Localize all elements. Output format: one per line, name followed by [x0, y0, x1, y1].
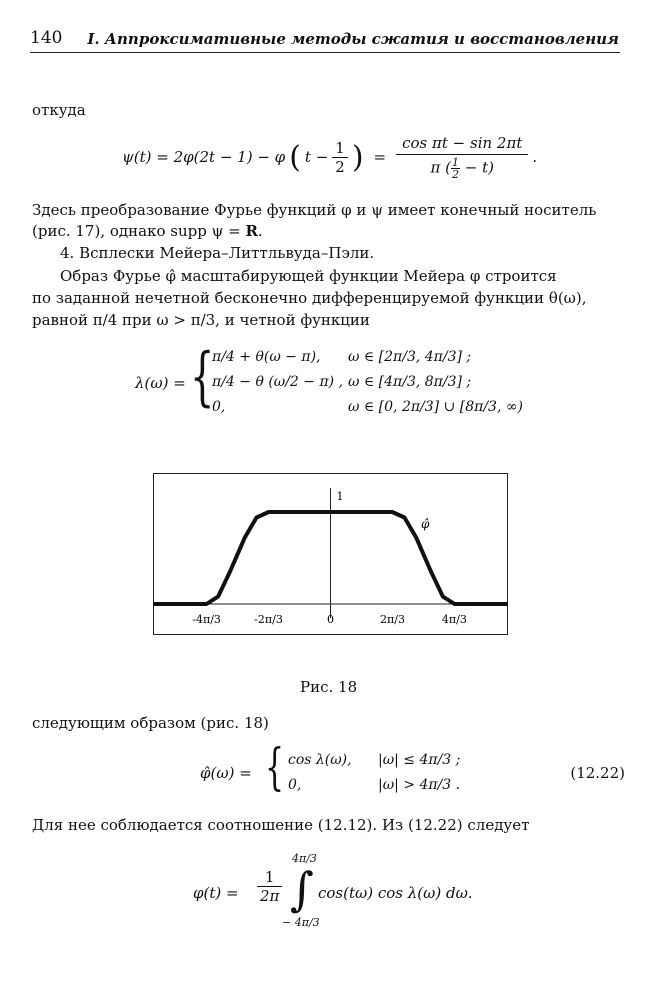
x-tick-labels	[192, 613, 467, 626]
x-tick-label: -4π/3	[192, 613, 221, 626]
x-tick-label: 0	[327, 613, 334, 626]
figure-18-chart	[153, 473, 508, 635]
phi-integral-lhs: φ(t) =	[193, 884, 239, 902]
phi-hat-row2-expr: 0,	[288, 777, 302, 793]
header-rule	[30, 52, 620, 53]
section-item-4: 4. Всплески Мейера–Литтльвуда–Пэли.	[60, 244, 375, 262]
phi-hat-row1-expr: cos λ(ω),	[288, 752, 352, 768]
x-tick-label: -2π/3	[254, 613, 283, 626]
integral-upper-limit: 4π/3	[292, 852, 317, 865]
psi-den-half-num: 1	[451, 156, 459, 169]
reals-symbol: R	[245, 222, 258, 240]
psi-period: .	[532, 148, 538, 166]
lambda-row2-cond: ω ∈ [4π/3, 8π/3] ;	[348, 374, 472, 390]
phi-hat-row2-cond: |ω| > 4π/3 .	[378, 777, 461, 793]
para1-line2-c: .	[257, 222, 263, 240]
integral-integrand: cos(tω) cos λ(ω) dω.	[318, 884, 473, 902]
word-otkuda: откуда	[32, 101, 86, 119]
phi-hat-row1-cond: |ω| ≤ 4π/3 ;	[378, 752, 461, 768]
psi-half-num: 1	[332, 139, 348, 158]
psi-t-minus: t −	[304, 148, 329, 166]
psi-paren-left: (	[289, 139, 301, 175]
integral-sign: ∫	[290, 862, 314, 916]
equation-number: (12.22)	[570, 764, 625, 782]
psi-den-pi: π	[430, 158, 441, 177]
lambda-brace: {	[190, 340, 215, 414]
psi-den-rest: − t	[464, 158, 489, 177]
integral-frac-den: 2π	[260, 887, 280, 905]
x-tick-label: 4π/3	[441, 613, 467, 626]
psi-numerator: cos πt − sin 2πt	[396, 134, 528, 155]
psi-half-fraction	[332, 139, 348, 176]
psi-half-den: 2	[335, 157, 345, 176]
psi-formula	[122, 132, 537, 182]
psi-equals: =	[373, 148, 387, 166]
series-label-phi-hat: φ̂	[421, 517, 430, 531]
psi-den-half-den: 2	[451, 168, 459, 181]
lambda-row2-expr: π/4 − θ (ω/2 − π) ,	[212, 374, 344, 390]
relation-line: Для нее соблюдается соотношение (12.12). Из (12.22) следует	[32, 816, 530, 834]
lambda-lhs: λ(ω) =	[135, 374, 186, 392]
lambda-row3-cond: ω ∈ [0, 2π/3] ∪ [8π/3, ∞)	[348, 399, 523, 415]
psi-main-fraction	[396, 134, 528, 180]
phi-integral-fraction	[257, 868, 282, 905]
para2-line2: по заданной нечетной бесконечно дифференцируемой функции θ(ω),	[32, 289, 587, 307]
running-title: I. Аппроксимативные методы сжатия и восстановления	[87, 30, 619, 48]
integral-lower-limit: − 4π/3	[282, 916, 320, 929]
psi-denominator: π ( $\frac{1}{2}$ − t)	[430, 156, 494, 181]
y-tick-label-1: 1	[336, 490, 344, 503]
lambda-row3-expr: 0,	[212, 399, 226, 415]
para1-line2-a: (рис. 17), однако supp ψ =	[32, 222, 246, 240]
lambda-row1-expr: π/4 + θ(ω − π),	[212, 349, 321, 365]
para1-line1: Здесь преобразование Фурье функций φ и ψ имеет конечный носитель	[32, 201, 597, 219]
x-tick-label: 2π/3	[380, 613, 405, 626]
following-line: следующим образом (рис. 18)	[32, 714, 269, 732]
psi-den-half	[451, 157, 460, 180]
integral-frac-num: 1	[257, 868, 282, 887]
one-over-two-pi	[257, 868, 282, 905]
phi-hat-lhs: φ̂(ω) =	[200, 764, 252, 782]
page-number: 140	[30, 28, 63, 48]
para2-line3: равной π/4 при ω > π/3, и четной функции	[32, 311, 370, 329]
lambda-row1-cond: ω ∈ [2π/3, 4π/3] ;	[348, 349, 472, 365]
psi-paren-right: )	[351, 139, 364, 175]
psi-formula-lhs: ψ(t) = 2φ(2t − 1) − φ	[122, 148, 286, 166]
para2-line1: Образ Фурье φ̂ масштабирующей функции Мейера φ строится	[60, 267, 557, 285]
phi-hat-brace: {	[265, 738, 285, 796]
figure-caption: Рис. 18	[300, 678, 358, 696]
para1-line2	[32, 221, 263, 241]
